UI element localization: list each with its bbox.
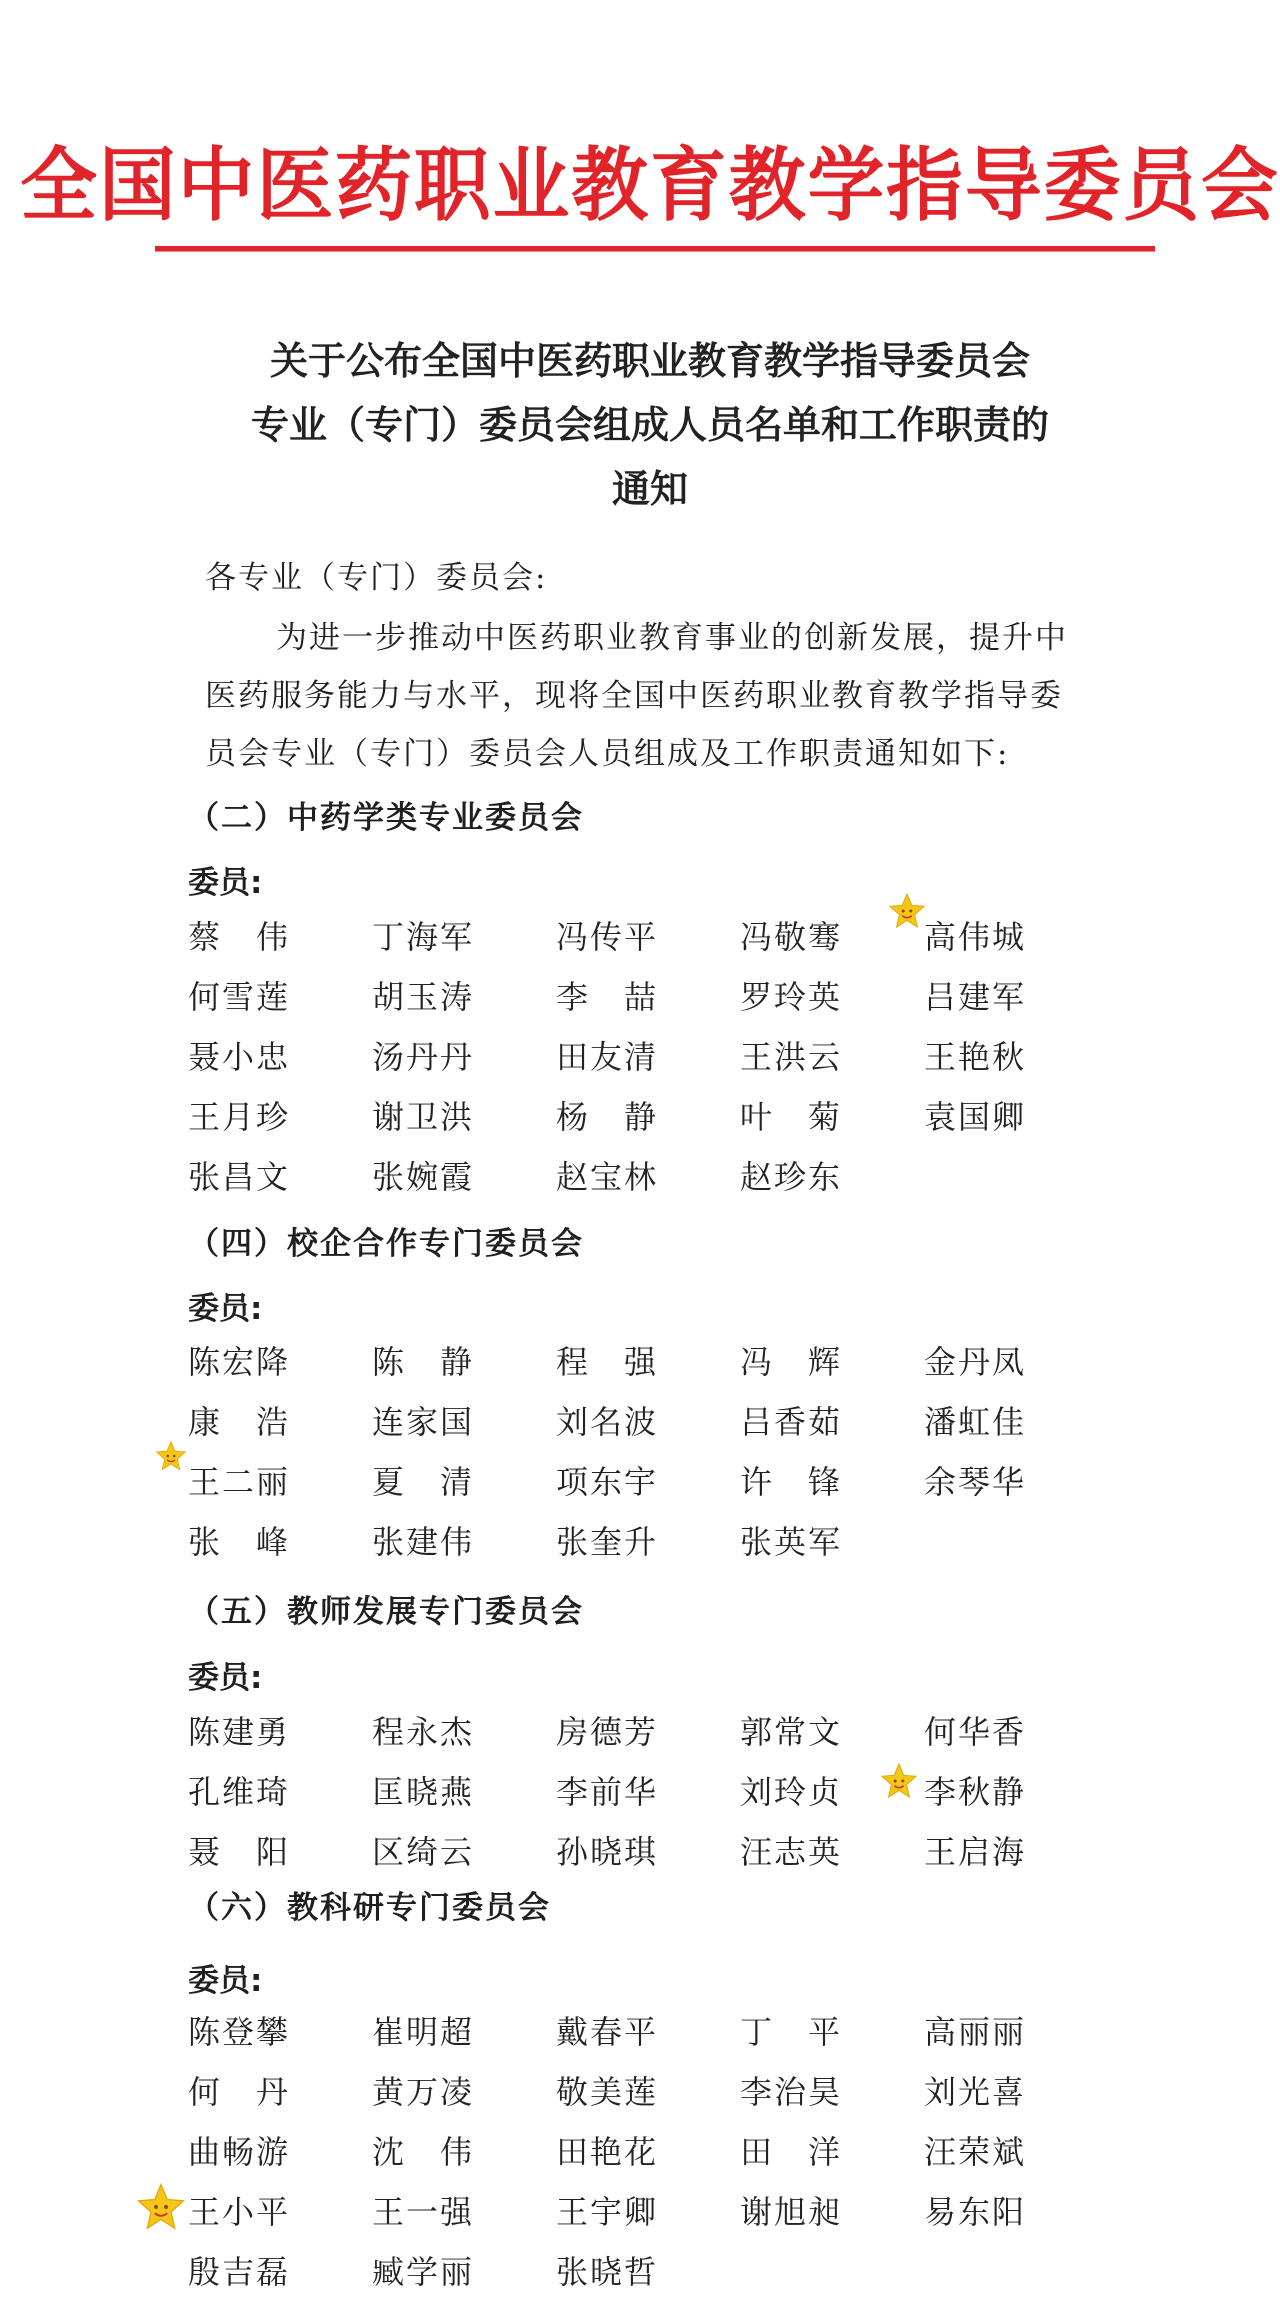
intro-line-3: 员会专业（专门）委员会人员组成及工作职责通知如下: (205, 736, 1010, 772)
member-name: 冯 辉 (740, 1343, 843, 1381)
intro-line-1: 为进一步推动中医药职业教育事业的创新发展，提升中 (276, 620, 1068, 656)
star-sticker-icon (155, 1440, 187, 1472)
member-name: 金丹凤 (924, 1343, 1027, 1381)
member-name: 陈登攀 (188, 2013, 291, 2051)
member-name: 余琴华 (924, 1463, 1027, 1501)
name-row (188, 2240, 1148, 2300)
member-name: 曲畅游 (188, 2133, 291, 2171)
member-name: 汪志英 (740, 1833, 843, 1871)
name-row (188, 1390, 1148, 1450)
member-name: 夏 清 (372, 1463, 475, 1501)
member-name: 胡玉涛 (372, 978, 475, 1016)
member-name: 程 强 (556, 1343, 659, 1381)
star-sticker-icon (880, 1762, 918, 1800)
member-name: 高丽丽 (924, 2013, 1027, 2051)
member-name: 潘虹佳 (924, 1403, 1027, 1441)
member-list (188, 1330, 1148, 1570)
member-name: 张晓哲 (556, 2253, 659, 2291)
member-name: 陈建勇 (188, 1713, 291, 1751)
notice-title-line-2: 专业（专门）委员会组成人员名单和工作职责的 (250, 403, 1049, 447)
member-name: 殷吉磊 (188, 2253, 291, 2291)
member-name: 赵宝林 (556, 1158, 659, 1196)
member-name: 聂小忠 (188, 1038, 291, 1076)
masthead-text: 全国中医药职业教育教学指导委员会 (20, 138, 1280, 232)
members-label: 委员: (188, 1660, 263, 1696)
members-label: 委员: (188, 1291, 263, 1327)
member-name: 黄万凌 (372, 2073, 475, 2111)
member-name: 何雪莲 (188, 978, 291, 1016)
name-row (188, 2060, 1148, 2120)
member-name: 袁国卿 (924, 1098, 1027, 1136)
member-name: 冯敬骞 (740, 918, 843, 956)
member-name: 孙晓琪 (556, 1833, 659, 1871)
member-name: 郭常文 (740, 1713, 843, 1751)
member-name: 张英军 (740, 1523, 843, 1561)
member-name: 杨 静 (556, 1098, 659, 1136)
member-name: 区绮云 (372, 1833, 475, 1871)
member-name: 程永杰 (372, 1713, 475, 1751)
member-name: 崔明超 (372, 2013, 475, 2051)
star-sticker-icon (136, 2182, 186, 2232)
star-sticker-icon (888, 892, 926, 930)
member-name: 张 峰 (188, 1523, 291, 1561)
member-name: 刘玲贞 (740, 1773, 843, 1811)
member-name: 冯传平 (556, 918, 659, 956)
member-name: 张建伟 (372, 1523, 475, 1561)
name-row (188, 1025, 1148, 1085)
name-row (188, 1820, 1148, 1880)
member-name: 李秋静 (924, 1773, 1027, 1811)
name-row (188, 1700, 1148, 1760)
member-name: 何华香 (924, 1713, 1027, 1751)
member-name: 敬美莲 (556, 2073, 659, 2111)
salutation: 各专业（专门）委员会: (205, 560, 548, 596)
section-title: （二）中药学类专业委员会 (188, 800, 584, 836)
member-name: 罗玲英 (740, 978, 843, 1016)
member-name: 项东宇 (556, 1463, 659, 1501)
member-name: 王启海 (924, 1833, 1027, 1871)
member-list (188, 1700, 1148, 1880)
member-name: 匡晓燕 (372, 1773, 475, 1811)
name-row (188, 2120, 1148, 2180)
member-name: 田 洋 (740, 2133, 843, 2171)
member-name: 高伟城 (924, 918, 1027, 956)
member-name: 连家国 (372, 1403, 475, 1441)
name-row (188, 1760, 1148, 1820)
member-name: 蔡 伟 (188, 918, 291, 956)
member-name: 孔维琦 (188, 1773, 291, 1811)
member-name: 王月珍 (188, 1098, 291, 1136)
member-name: 王艳秋 (924, 1038, 1027, 1076)
red-divider (155, 246, 1155, 252)
member-name: 丁 平 (740, 2013, 843, 2051)
member-name: 陈 静 (372, 1343, 475, 1381)
member-name: 叶 菊 (740, 1098, 843, 1136)
member-name: 戴春平 (556, 2013, 659, 2051)
member-name: 吕建军 (924, 978, 1027, 1016)
member-name: 易东阳 (924, 2193, 1027, 2231)
member-name: 汤丹丹 (372, 1038, 475, 1076)
section-title: （四）校企合作专门委员会 (188, 1226, 584, 1262)
name-row (188, 1145, 1148, 1205)
name-row (188, 905, 1148, 965)
member-name: 汪荣斌 (924, 2133, 1027, 2171)
member-name: 丁海军 (372, 918, 475, 956)
name-row (188, 1450, 1148, 1510)
member-name: 李治昊 (740, 2073, 843, 2111)
member-name: 刘名波 (556, 1403, 659, 1441)
name-row (188, 1330, 1148, 1390)
member-name: 臧学丽 (372, 2253, 475, 2291)
member-name: 刘光喜 (924, 2073, 1027, 2111)
member-name: 房德芳 (556, 1713, 659, 1751)
members-label: 委员: (188, 865, 263, 901)
member-name: 李前华 (556, 1773, 659, 1811)
member-name: 王小平 (188, 2193, 291, 2231)
member-name: 王二丽 (188, 1463, 291, 1501)
section-title: （六）教科研专门委员会 (188, 1890, 551, 1926)
member-name: 张奎升 (556, 1523, 659, 1561)
name-row (188, 2180, 1148, 2240)
name-row (188, 2000, 1148, 2060)
member-list (188, 905, 1148, 1205)
member-name: 谢卫洪 (372, 1098, 475, 1136)
member-name: 田艳花 (556, 2133, 659, 2171)
member-name: 许 锋 (740, 1463, 843, 1501)
member-name: 田友清 (556, 1038, 659, 1076)
name-row (188, 1085, 1148, 1145)
intro-line-2: 医药服务能力与水平，现将全国中医药职业教育教学指导委 (205, 678, 1063, 714)
members-label: 委员: (188, 1963, 263, 1999)
masthead (20, 118, 1280, 238)
member-name: 康 浩 (188, 1403, 291, 1441)
name-row (188, 965, 1148, 1025)
section-title: （五）教师发展专门委员会 (188, 1594, 584, 1630)
notice-title-line-1: 关于公布全国中医药职业教育教学指导委员会 (269, 339, 1030, 383)
member-name: 吕香茹 (740, 1403, 843, 1441)
member-list (188, 2000, 1148, 2300)
notice-title-line-3: 通知 (611, 467, 688, 511)
member-name: 王洪云 (740, 1038, 843, 1076)
member-name: 张婉霞 (372, 1158, 475, 1196)
member-name: 王一强 (372, 2193, 475, 2231)
member-name: 谢旭昶 (740, 2193, 843, 2231)
member-name: 陈宏降 (188, 1343, 291, 1381)
member-name: 王宇卿 (556, 2193, 659, 2231)
name-row (188, 1510, 1148, 1570)
member-name: 赵珍东 (740, 1158, 843, 1196)
member-name: 何 丹 (188, 2073, 291, 2111)
member-name: 沈 伟 (372, 2133, 475, 2171)
member-name: 聂 阳 (188, 1833, 291, 1871)
member-name: 张昌文 (188, 1158, 291, 1196)
member-name: 李 喆 (556, 978, 659, 1016)
